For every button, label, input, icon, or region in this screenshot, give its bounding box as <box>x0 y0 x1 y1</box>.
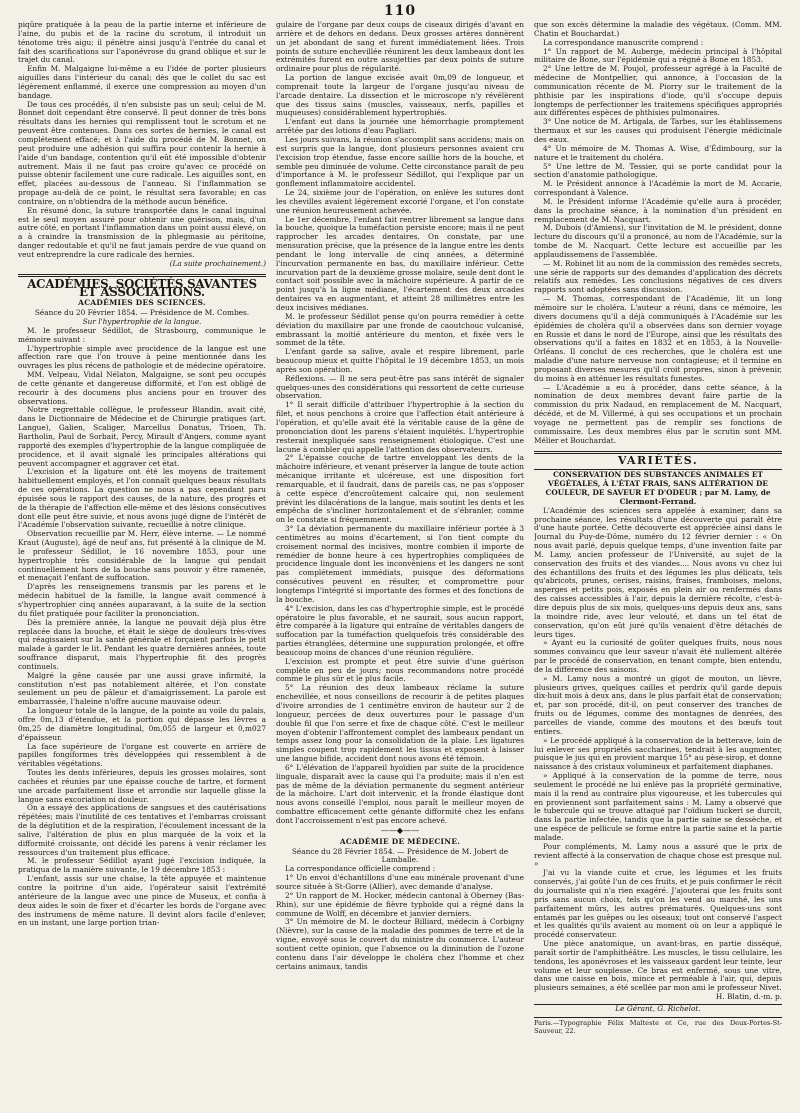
paragraph: M. le Président annonce à l'Académie la mort de M. Accarie, correspondant à Valence. <box>534 179 782 198</box>
paragraph: » Ayant eu la curiosité de goûter quelques fruits, nous nous sommes convaincu que leur saveur n'avait été nullement altérée par le procédé de conservation, en tenant compte, bien entendu, de la différence des saisons. <box>534 638 782 674</box>
paragraph: Le 1er décembre, l'enfant fait rentrer librement sa langue dans la bouche, quoique la tuméfaction persiste encore; mais il ne peut rapprocher les arcades dentaires. On constate, par une mensuration précise, que la présence de la langue entre les dents pendant le long intervalle de cinq années, a déterminé l'incurvation permanente en bas, du maxillaire inférieur. Cette incurvation part de la deuxième grosse molaire, seule dent dont le contact soit possible avec la mâchoire supérieure. À partir de ce point jusqu'à la ligne médiane, l'écartement des deux arcades dentaires va en augmentant, et atteint 28 millimètres entre les deux incisives médianes. <box>276 214 524 312</box>
paragraph: » Appliqué à la conservation de la pomme de terre, nous seulement le procédé ne lui enlève pas la propriété germinative, mais il la rend au contraire plus vigoureuse, et les tubercules qui en proviennent sont parfaitement sains : M. Lamy a observé que le tubercule qui se trouve attaqué par l'oïdium tuckeri se durcit, dans la partie infectée, tandis que la partie saine se dessèche, et une espèce de pellicule se forme entre la partie saine et la partie malade. <box>534 771 782 842</box>
column-2 <box>276 21 524 1106</box>
section-title: ACADÉMIES, SOCIÉTÉS SAVANTES ET ASSOCIATIONS. <box>27 276 257 300</box>
paragraph: que son excès détermine la maladie des végétaux. (Comm. MM. Chatin et Bouchardat.) <box>534 21 782 38</box>
paragraph: 3° Une notice de M. Artigala, de Tarbes, sur les établissemens thermaux et sur les causes qui produisent l'énergie médicinale des eaux. <box>534 117 782 144</box>
session-line: Séance du 20 Février 1854. — Présidence de M. Combes. <box>34 308 250 318</box>
paragraph: 6° L'élévation de l'appareil hyoïdien par suite de la procidence linguale, disparaît avec la cause qui l'a produite; mais il n'en est pas de même de la déviation permanente du segment antérieur de la mâchoire. L'art doit intervenir, et la fronde élastique dont nous avons conseillé l'emploi, nous paraît le meilleur moyen de combattre efficacement cette génante difformité chez les enfans dont l'accroissement n'est pas encore achevé. <box>276 762 524 825</box>
paragraph: 4° L'excision, dans les cas d'hypertrophie simple, est le procédé opératoire le plus favorable, et ne saurait, sous aucun rapport, être comparée à la ligature qui entraîne de véritables dangers de suffocation par la tuméfaction quelquefois très considérable des parties étranglées, détermine une suppuration prolongée, et offre beaucoup moins de chances d'une réunion régulière. <box>276 603 524 657</box>
column-1 <box>18 21 266 1106</box>
paragraph: M. le Président informe l'Académie qu'elle aura à procéder, dans la prochaine séance, à la nomination d'un président en remplacement de M. Nacquart. <box>534 196 782 224</box>
paragraph: M. le professeur Sédillot pense qu'on pourra remédier à cette déviation du maxillaire par une fronde de caoutchouc vulcanisé, embrassant la moitié antérieure du menton, et fixée vers le sommet de la tête. <box>276 311 524 348</box>
paragraph: On a essayé des applications de sangsues et des cautérisations répétées; mais l'inutilité de ces tentatives et l'embarras croissant de la déglutition et de la respiration, l'écoulement incessant de la salive, l'altération de plus en plus marquée de la voix et la difformité croissante, ont décidé les parens à venir réclamer les ressources d'un traitement plus efficace. <box>18 803 266 857</box>
paragraph: Réflexions. — Il ne sera peut-être pas sans intérêt de signaler quelques-unes des considérations qui ressortent de cette curieuse observation. <box>276 373 524 401</box>
paragraph: L'excision et la ligature ont été les moyens de traitement habituellement employés, et l'on connaît quelques beaux résultats de ces opérations. La question ne nous a pas cependant paru épuisée sous le rapport des causes, de la nature, des progrès et de la thérapie de l'affection elle-même et des lésions consécutives dont elle peut être suivie, et nous avons jugé digne de l'intérêt de l'Académie l'observation suivante, recueillie à notre clinique. <box>18 467 266 530</box>
paragraph: J'ai vu la viande cuite et crue, les légumes et les fruits conservés, j'ai goûté l'un de ces fruits, et je puis confirmer le récit du journaliste qui n'a rien exagéré. J'ajouterai que les fruits sont pris sans aucun choix, tels qu'on les vend au marché, les uns parfaitement mûrs, les autres prématurés. Quelques-uns sont entamés par les guêpes ou les oiseaux; tout ont conservé l'aspect et les qualités qu'ils avaient au moment où on leur a appliqué le procédé conservateur. <box>534 868 782 940</box>
paragraph: L'excision est prompte et peut être suivie d'une guérison complète en peu de jours; nous recommandons notre procédé comme le plus sûr et le plus facile. <box>276 656 524 684</box>
paragraph: Les jours suivans, la réunion s'accomplit sans accidens; mais on est surpris que la langue, dont plusieurs personnes avaient cru l'excision trop étendue, fasse encore saillie hors de la bouche, et semble peu diminuée de volume. Cette circonstance paraît de peu d'importance à M. le professeur Sédillot, qui l'explique par un gonflement inflammatoire accidentel. <box>276 134 524 189</box>
paragraph: L'enfant, assis sur une chaise, la tête appuyée et maintenue contre la poitrine d'un aide, l'opérateur saisit l'extrémité antérieure de la langue avec une pince de Museux, et confia à deux aides le soin de fixer et d'écarter les bords de l'organe avec des instrumens de même nature. Il devint alors facile d'enlever, en un instant, une large portion trian- <box>18 874 266 928</box>
academy-heading: ACADÉMIE DE MÉDECINE. <box>339 836 461 846</box>
printer-imprint: Paris.—Typographie Félix Malteste et Ce, rue des Deux-Portes-St-Sauveur, 22. <box>534 1018 782 1035</box>
paragraph: La longueur totale de la langue, de la pointe au voile du palais, offre 0m,13 d'étendue, et la portion qui dépasse les lèvres a 0m,25 de diamètre longitudinal, 0m,055 de largeur et 0,m027 d'épaisseur. <box>18 706 266 742</box>
paragraph: L'enfant garde sa salive, avale et respire librement, parle beaucoup mieux et quitte l'hôpital le 19 décembre 1853, un mois après son opération. <box>276 347 524 374</box>
paragraph: 5° La réunion des deux lambeaux réclame la suture enchevillée, et nous conseillons de recourir à de petites plaques d'ivoire arrondies de 1 centimètre environ de hauteur sur 2 de longueur, percées de deux ouvertures pour le passage d'un double fil que l'on serre et fixe de chaque côté. C'est le meilleur moyen d'obtenir l'affrontement complet des lambeaux pendant un temps assez long pour la consolidation de la plaie. Les ligatures simples coupent trop rapidement les tissus et exposent à laisser une langue bifide, accident dont nous avons été témoin. <box>276 683 524 764</box>
paragraph: L'Académie des sciences sera appelée à examiner, dans sa prochaine séance, les résultats d'une découverte qui paraît être d'une haute portée. Cette découverte est appréciée ainsi dans le Journal du Puy-de-Dôme, numéro du 12 février dernier : « On nous avait parlé, depuis quelque temps, d'une invention faite par M. Lamy, ancien professeur de l'Université, au sujet de la conservation des fruits et des viandes.... Nous avons vu chez lui des échantillons des fruits et des légumes les plus délicats, tels qu'abricots, prunes, cerises, raisins, fraises, framboises, melons, asperges et petits pois, exposés en plein air ou renfermés dans des caisses accessibles à l'air, depuis la dernière récolte, c'est-à-dire depuis plus de six mois, quelques-uns depuis deux ans, sans la moindre ride, avec leur velouté, et dans un tel état de conservation, qu'on eût juré qu'ils venaient d'être détachés de leurs tiges. <box>534 505 782 639</box>
ornament-divider: ——◆—— <box>380 825 420 835</box>
paragraph: piqûre pratiquée à la peau de la partie interne et inférieure de l'aine, du pubis et de la racine du scrotum, il introduit un ténotome très aigu; il pénètre ainsi jusqu'à l'entrée du canal et fait des scarifications sur l'aponévrose du grand oblique et sur le trajet du canal. <box>18 21 266 65</box>
paragraph: L'hypertrophie simple avec procidence de la langue est une affection rare que l'on trouve à peine mentionnée dans les ouvrages les plus récens de pathologie et de médecine opératoire. <box>18 343 266 371</box>
manager-line: Le Gérant, G. Richelot. <box>534 1004 782 1014</box>
paragraph: L'enfant eut dans la journée une hémorrhagie promptement arrêtée par des lotions d'eau Pagliari. <box>276 117 524 136</box>
paragraph: » M. Lamy nous a montré un gigot de mouton, un lièvre, plusieurs grives, quelques cailles et perdrix qu'il garde depuis dix-huit mois à deux ans, dans le plus parfait état de conservation; et, par son procédé, dit-il, on peut conserver des tranches de fruits ou de légumes, comme des montagnes de denrées, des parcelles de viande, comme des moutons et des bœufs tout entiers. <box>534 673 782 736</box>
paragraph: La correspondance officielle comprend : <box>285 864 436 874</box>
paragraph: Pour compléments, M. Lamy nous a assuré que le prix de revient affecté à la conservation de chaque chose est presque nul. » <box>534 841 782 869</box>
paragraph: M. Dubois (d'Amiens), sur l'invitation de M. le président, donne lecture du discours qu'il a prononcé, au nom de l'Académie, sur la tombe de M. Nacquart. Cette lecture est accueillie par les applaudissemens de l'assemblée. <box>534 223 782 259</box>
page-number: 110 <box>383 3 417 19</box>
paragraph: Observation recueillie par M. Herr, élève interne. — Le nommé Kraut (Auguste), âgé de neuf ans, fut présenté à la clinique de M. le professeur Sédillot, le 16 novembre 1853, pour une hypertrophie très considérable de la langue qui pendait continuellement hors de la bouche sans pouvoir y être ramenée, et menaçait l'enfant de suffocation. <box>18 529 266 583</box>
article-subtitle: Sur l'hypertrophie de la langue. <box>82 317 202 326</box>
paragraph: Dès la première année, la langue ne pouvait déjà plus être replacée dans la bouche, et était le siège de douleurs très-vives qui réagissaient sur la santé générale et forçaient parfois le petit malade à garder le lit. Pendant les quatre dernières années, toute souffrance disparut, mais l'hypertrophie fit des progrès continuels. <box>18 617 266 671</box>
paragraph: 2° Une lettre de M. Poujol, professeur agrégé à la Faculté de médecine de Montpellier, qui annonce, à l'occasion de la communication récente de M. Piorry sur le traitement de la phthisie par les inspirations d'iode, qu'il s'occupe depuis longtemps de perfectionner les traitemens spécifiques appropriés aux différentes espèces de phthisies pulmonaires. <box>534 64 782 118</box>
paragraph: Toutes les dents inférieures, depuis les grosses molaires, sont cachées et réunies par une épaisse couche de tartre, et forment une arcade parfaitement lisse et arrondie sur laquelle glisse la langue sans excoriation ni douleur. <box>18 768 266 804</box>
paragraph: D'après les renseignemens transmis par les parens et le médecin habituel de la famille, la langue avait commencé à s'hypertrophier cinq années auparavant, à la suite de la section du filet pratiquée pour faciliter la prononciation. <box>18 582 266 618</box>
paragraph: gulaire de l'organe par deux coups de ciseaux dirigés d'avant en arrière et de dehors en dedans. Deux grosses artères donnèrent un jet abondant de sang et furent immédiatement liées. Trois points de suture enchevillée réunirent les deux lambeaux dont les extrémités furent en outre assujetties par deux points de suture ordinaire pour plus de régularité. <box>276 21 524 74</box>
paragraph: 1° Un envoi d'échantillons d'une eau minérale provenant d'une source située à St-Gorre (Allier), avec demande d'analyse. <box>276 873 524 891</box>
article-title: CONSERVATION DES SUBSTANCES ANIMALES ET VÉGÉTALES, À L'ÉTAT FRAIS, SANS ALTÉRATION DE COULEUR, DE SAVEUR ET D'ODEUR ; par M. Lamy, de Clermont-Ferrand. <box>545 470 771 506</box>
paragraph: 5° Une lettre de M. Tessier, qui se porte candidat pour la section d'anatomie pathologique. <box>534 161 782 180</box>
paragraph: La correspondance manuscrite comprend : <box>543 37 704 47</box>
paragraph: La portion de langue excisée avait 0m,09 de longueur, et comprenait toute la largeur de l'organe jusqu'au niveau de l'arcade dentaire. La dissection et le microscope n'y révélèrent que des tissus sains (muscles, vaisseaux, nerfs, papilles et muqueuses) considérablement hypertrophiés. <box>276 73 524 118</box>
author-signature: H. Blatin, d.-m. p. <box>715 992 782 1002</box>
session-line: Séance du 28 Février 1854. — Présidence de M. Jobert de Lamballe. <box>291 846 509 865</box>
paragraph: 1° Il serait difficile d'attribuer l'hypertrophie à la section du filet, et nous penchons à croire que l'affection était antérieure à l'opération, et qu'elle avait été la véritable cause de la gêne de prononciation dont les parens s'étaient inquiétés. L'hypertrophie resterait inexpliquée sans renseignement étiologique. C'est une lacune à combler qui appelle l'attention des observateurs. <box>276 400 524 454</box>
paragraph: La face supérieure de l'organe est couverte en arrière de papilles fongiformes très développées qui ressemblent à de véritables végétations. <box>18 741 266 769</box>
columns <box>18 21 782 1106</box>
varietes-heading: VARIÉTÉS. <box>617 453 699 467</box>
paragraph: 2° L'épaisse couche de tartre enveloppant les dents de la mâchoire inférieure, et venant préserver la langue de toute action mécanique irritante et ulcéreuse, est une disposition fort remarquable, et il faudrait, dans de pareils cas, ne pas s'opposer à cette espèce d'encroûtement calcaire qui, non seulement prévint les dilacérations de la langue, mais soutint les dents et les empêcha de s'incliner horizontalement et de s'ébranler, comme on le constate si fréquemment. <box>276 453 524 525</box>
paragraph: Enfin M. Malgaigne lui-même a eu l'idée de porter plusieurs aiguilles dans l'intérieur du canal; dès que le collet du sac est légèrement enflammé, il exerce une compression au moyen d'un bandage. <box>18 64 266 100</box>
paragraph: — M. Robinet lit au nom de la commission des remèdes secrets, une série de rapports sur des demandes d'application des décrets relatifs aux remèdes. Les conclusions négatives de ces divers rapports sont adoptées sans discussion. <box>534 258 782 295</box>
paragraph: » Le procédé appliqué à la conservation de la betterave, loin de lui enlever ses propriétés saccharines, tendrait à les augmenter, puisque le jus qui en provient marque 15° au pèse-sirop, et donne naissance à des cristaux volumineux et parfaitement diaphanes. <box>534 735 782 772</box>
paragraph: — M. Thomas, correspondant de l'Académie, lit un long mémoire sur le choléra. L'auteur a réuni, dans ce mémoire, les divers documens qu'il a déjà communiqués à l'Académie sur les épidémies de choléra qu'il a observées dans son dernier voyage en Russie et dans le nord de l'Europe, ainsi que les résultats des observations qu'il a faites en 1832 et en 1853, à la Nouvelle-Orléans. Il conclut de ces recherches, que le choléra est une maladie d'une nature nerveuse non contagieuse; et il termine en proposant diverses mesures qu'il croit propres, sinon à prévenir, du moins à en atténuer les résultats funestes. <box>534 294 782 383</box>
paragraph: 3° La déviation permanente du maxillaire inférieur portée à 3 centimètres au moins d'écartement, si l'on tient compte du croisement normal des incisives, montre combien il importe de remédier de bonne heure à ces hypertrophies compliquées de procidence linguale dont les inconvéniens et les dangers ne sont pas complétement immédiats, puisque des déformations consécutives peuvent en résulter, et compromettre pour longtemps l'intégrité si importante des formes et des fonctions de la bouche. <box>276 524 524 604</box>
paragraph: 4° Un mémoire de M. Thomas A. Wise, d'Édimbourg, sur la nature et le traitement du choléra. <box>534 143 782 162</box>
column-3 <box>534 21 782 1106</box>
paragraph: Une pièce anatomique, un avant-bras, en partie disséqué, paraît sortir de l'amphithéâtre. Les muscles, le tissu cellulaire, les tendons, les aponévroses et les vaisseaux gardent leur teinte, leur volume et leur souplesse. Ce bras est enfermé, sous une vitre, dans une caisse en bois, mince et perméable à l'air, qui, depuis plusieurs semaines, a été scellée par mon ami le professeur Nivet. <box>534 939 782 993</box>
continuation-note: (La suite prochainement.) <box>169 258 266 268</box>
paragraph: — L'Académie a eu à procéder, dans cette séance, à la nomination de deux membres devant faire partie de la commission du prix Nadaud, en remplacement de M. Nacquart, décédé, et de M. Villermé, à qui ses occupations et un prochain voyage ne permettent pas de remplir ses fonctions de commissaire. Les deux membres élus par le scrutin sont MM. Mélier et Bouchardat. <box>534 382 782 445</box>
paragraph: 2° Un rapport de M. Hocker, médecin cantonal à Oberney (Bas-Rhin), sur une épidémie de fièvre typhoïde qui a régné dans la commune de Wolff, en décembre et janvier derniers. <box>276 890 524 918</box>
paragraph: De tous ces procédés, il n'en subsiste pas un seul; celui de M. Bonnet doit cependant être conservé. Il peut donner de très bons résultats dans les hernies qui remplissent tout le scrotum et ne peuvent être contenues. Dans ces sortes de hernies, le canal est complétement effacé; et à l'aide du procédé de M. Bonnet, on peut produire une adhésion qui suffira pour contenir la hernie à l'aide d'un bandage, contention qu'il eût été impossible d'obtenir autrement. Mais il ne faut pas croire qu'avec ce procédé on puisse obtenir facilement une cure radicale. Les aiguilles sont, en effet, placées au-dessous de l'anneau. Si l'inflammation se propage au-delà de ce point, le résultat sera favorable; en cas contraire, on n'obtiendra de la méthode aucun bénéfice. <box>18 99 266 206</box>
paragraph: 1° Un rapport de M. Auberge, médecin principal à l'hôpital militaire de Bone, sur l'épidémie qui a régné à Bone en 1853. <box>534 46 782 65</box>
paragraph: En résumé donc, la suture transportée dans le canal inguinal est le seul moyen assuré pour obtenir une guérison, mais, d'un autre côté, en portant l'inflammation dans un point aussi élevé, on a à craindre la transmission de la phlegmasie au péritoine, danger redoutable et qu'il ne faut jamais perdre de vue quand on veut entreprendre la cure radicale des hernies. <box>18 205 266 259</box>
academy-heading: ACADÉMIES DES SCIENCES. <box>78 298 206 308</box>
paragraph: Le 24, sixième jour de l'opération, on enlève les sutures dont les chevilles avaient légèrement excorié l'organe, et l'on constate une réunion heureusement achevée. <box>276 188 524 215</box>
paragraph: Malgré la gêne causée par une aussi grave infirmité, la constitution n'est pas notablement altérée, et l'on constate seulement un peu de pâleur et d'amaigrissement. La parole est embarrassée, l'haleine n'offre aucune mauvaise odeur. <box>18 670 266 707</box>
paragraph: MM. Velpeau, Vidal Nélaton, Malgaigne, se sont peu occupés de cette génante et dangereuse difformité, et l'on est obligé de recourir à des documens plus anciens pour en trouver des observations. <box>18 370 266 406</box>
paragraph: 3° Un mémoire de M. le docteur Billiard, médecin à Corbigny (Nièvre), sur la cause de la maladie des pommes de terre et de la vigne, envoyé sous le couvert du ministre du commerce. L'auteur soutient cette opinion, que l'absence ou la diminution de l'ozone contenu dans l'air développe le choléra chez l'homme et chez certains animaux, tandis <box>276 917 524 971</box>
paragraph: M. le professeur Sédillot, de Strasbourg, communique le mémoire suivant : <box>18 325 266 344</box>
paragraph: Notre regrettable collègue, le professeur Blandin, avait cité, dans le Dictionnaire de Médecine et de Chirurgie pratiques (art. Langue), Galien, Scaliger, Marcellus Donatus, Trioen, Th. Bartholin, Paul de Sorbait, Percy, Mirault d'Angers, comme ayant rapporté des exemples d'hypertrophie de la langue compliquée de procidence, et il avait signalé les principales altérations qui peuvent accompagner et aggraver cet état. <box>18 405 266 468</box>
paragraph: M. le professeur Sédillot ayant jugé l'excision indiquée, la pratiqua de la manière suivante, le 19 décembre 1853 : <box>18 856 266 875</box>
